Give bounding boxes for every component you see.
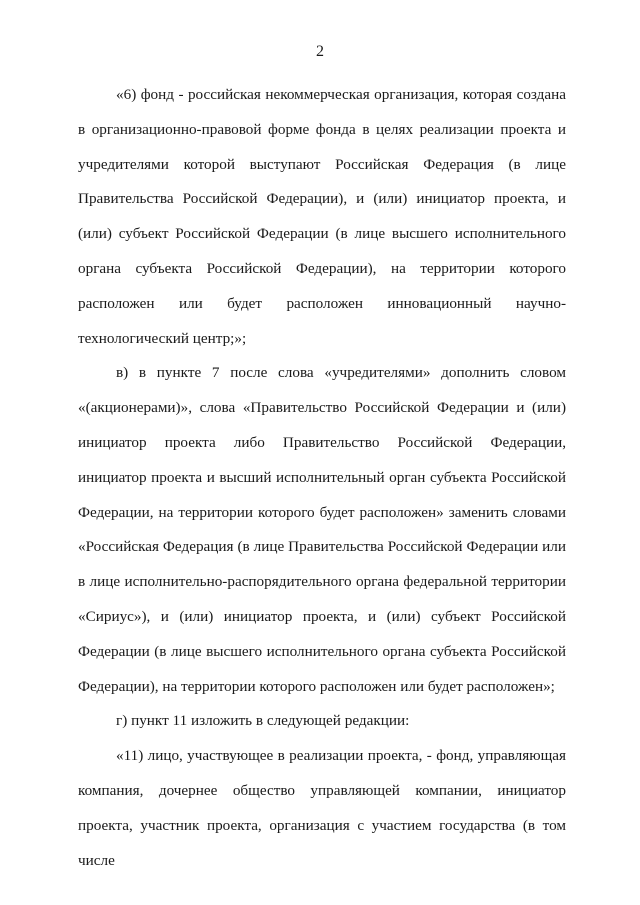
page-number: 2 — [316, 43, 324, 60]
paragraph-item-7-amendment: в) в пункте 7 после слова «учредителями» дополнить словом «(акционерами)», слова «Правительство Российской Федерации и (или) инициатор проекта либо Правительство Российской Федерации, инициатор проекта и высший исполнительный орган субъекта Российской Федерации, на территории которого будет расположен» заменить словами «Российская Федерация (в лице Правительства Российской Федерации или в лице исполнительно-распорядительного органа федеральной территории «Сириус»), и (или) инициатор проекта, и (или) субъект Российской Федерации (в лице высшего исполнительного органа субъекта Российской Федерации), на территории которого расположен или будет расположен»; — [78, 364, 566, 695]
paragraph-item-11-heading: г) пункт 11 изложить в следующей редакции: — [116, 712, 410, 730]
document-body — [78, 78, 566, 878]
paragraph-fund-definition: «6) фонд - российская некоммерческая организация, которая создана в организационно-правовой форме фонда в целях реализации проекта и учредителями которой выступают Российская Федерация (в лице Правительства Российской Федерации), и (или) инициатор проекта, и (или) субъект Российской Федерации (в лице высшего исполнительного органа субъекта Российской Федерации), на территории которого расположен или будет расположен инновационный научно-технологический центр;»; — [78, 86, 566, 347]
paragraph-item-11-text: «11) лицо, участвующее в реализации проекта, - фонд, управляющая компания, дочернее общество управляющей компании, инициатор проекта, участник проекта, организация с участием государства (в том числе — [78, 747, 566, 869]
